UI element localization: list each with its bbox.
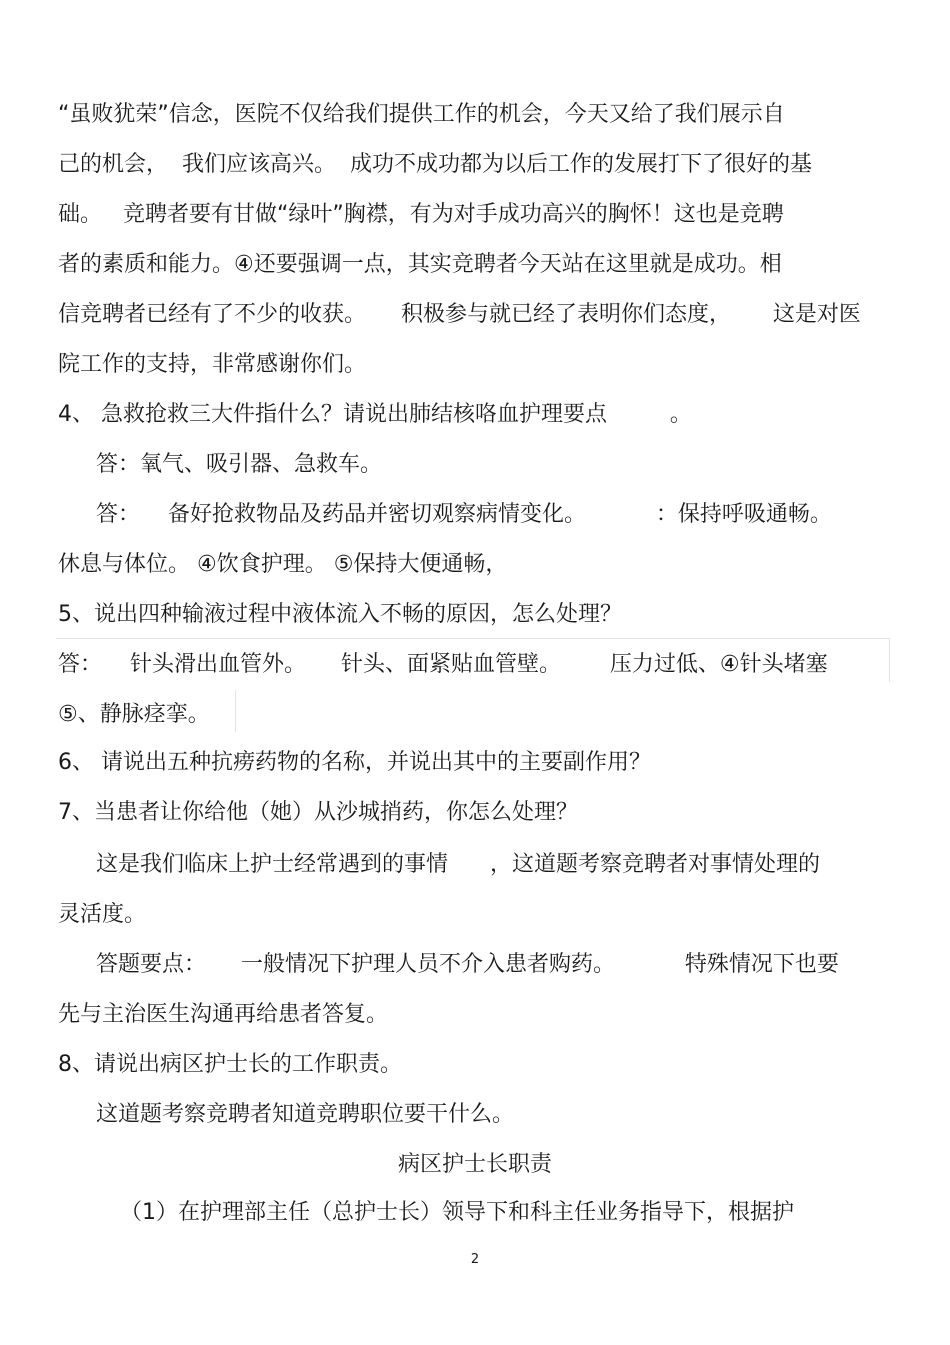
answer-line: 答题要点： 一般情况下护理人员不介入患者购药。 特殊情况下也要 (96, 952, 839, 977)
question-8: 8、请说出病区护士长的工作职责。 (58, 1052, 402, 1077)
answer-line: 答： 针头滑出血管外。 针头、面紧贴血管壁。 压力过低、④针头堵塞 (58, 652, 828, 677)
table-border-line (56, 638, 890, 639)
text-line: 础。 竞聘者要有甘做“绿叶”胸襟，有为对手成功高兴的胸怀！这也是竞聘 (58, 202, 784, 227)
table-border-line (235, 690, 236, 732)
question-7: 7、当患者让你给他（她）从沙城捎药，你怎么处理？ (58, 800, 578, 825)
text-line: 这道题考察竞聘者知道竞聘职位要干什么。 (96, 1102, 515, 1127)
text-line: 先与主治医生沟通再给患者答复。 (58, 1002, 389, 1027)
question-5: 5、说出四种输液过程中液体流入不畅的原因，怎么处理？ (58, 602, 622, 627)
text-line: “虽败犹荣”信念，医院不仅给我们提供工作的机会，今天又给了我们展示自 (58, 102, 785, 127)
text-line: 者的素质和能力。④还要强调一点，其实竞聘者今天站在这里就是成功。相 (58, 252, 782, 277)
question-4: 4、 急救抢救三大件指什么？请说出肺结核咯血护理要点 。 (58, 402, 692, 427)
text-line: 这是我们临床上护士经常遇到的事情 ，这道题考察竞聘者对事情处理的 (96, 852, 820, 877)
question-6: 6、 请说出五种抗痨药物的名称，并说出其中的主要副作用？ (58, 750, 651, 775)
text-line: 灵活度。 (58, 902, 147, 927)
page-number: 2 (470, 1252, 480, 1267)
section-heading: 病区护士长职责 (397, 1152, 552, 1177)
answer-line: 答：氧气、吸引器、急救车。 (96, 452, 383, 477)
text-line: 休息与体位。 ④饮食护理。 ⑤保持大便通畅， (58, 552, 508, 577)
text-line: 信竞聘者已经有了不少的收获。 积极参与就已经了表明你们态度， 这是对医 (58, 302, 861, 327)
text-line: （1）在护理部主任（总护士长）领导下和科主任业务指导下，根据护 (120, 1200, 794, 1225)
text-line: ⑤、静脉痉挛。 (58, 702, 210, 727)
text-line: 己的机会， 我们应该高兴。 成功不成功都为以后工作的发展打下了很好的基 (58, 152, 812, 177)
text-line: 院工作的支持，非常感谢你们。 (58, 352, 367, 377)
answer-line: 答： 备好抢救物品及药品并密切观察病情变化。 ：保持呼吸通畅。 (96, 502, 832, 527)
